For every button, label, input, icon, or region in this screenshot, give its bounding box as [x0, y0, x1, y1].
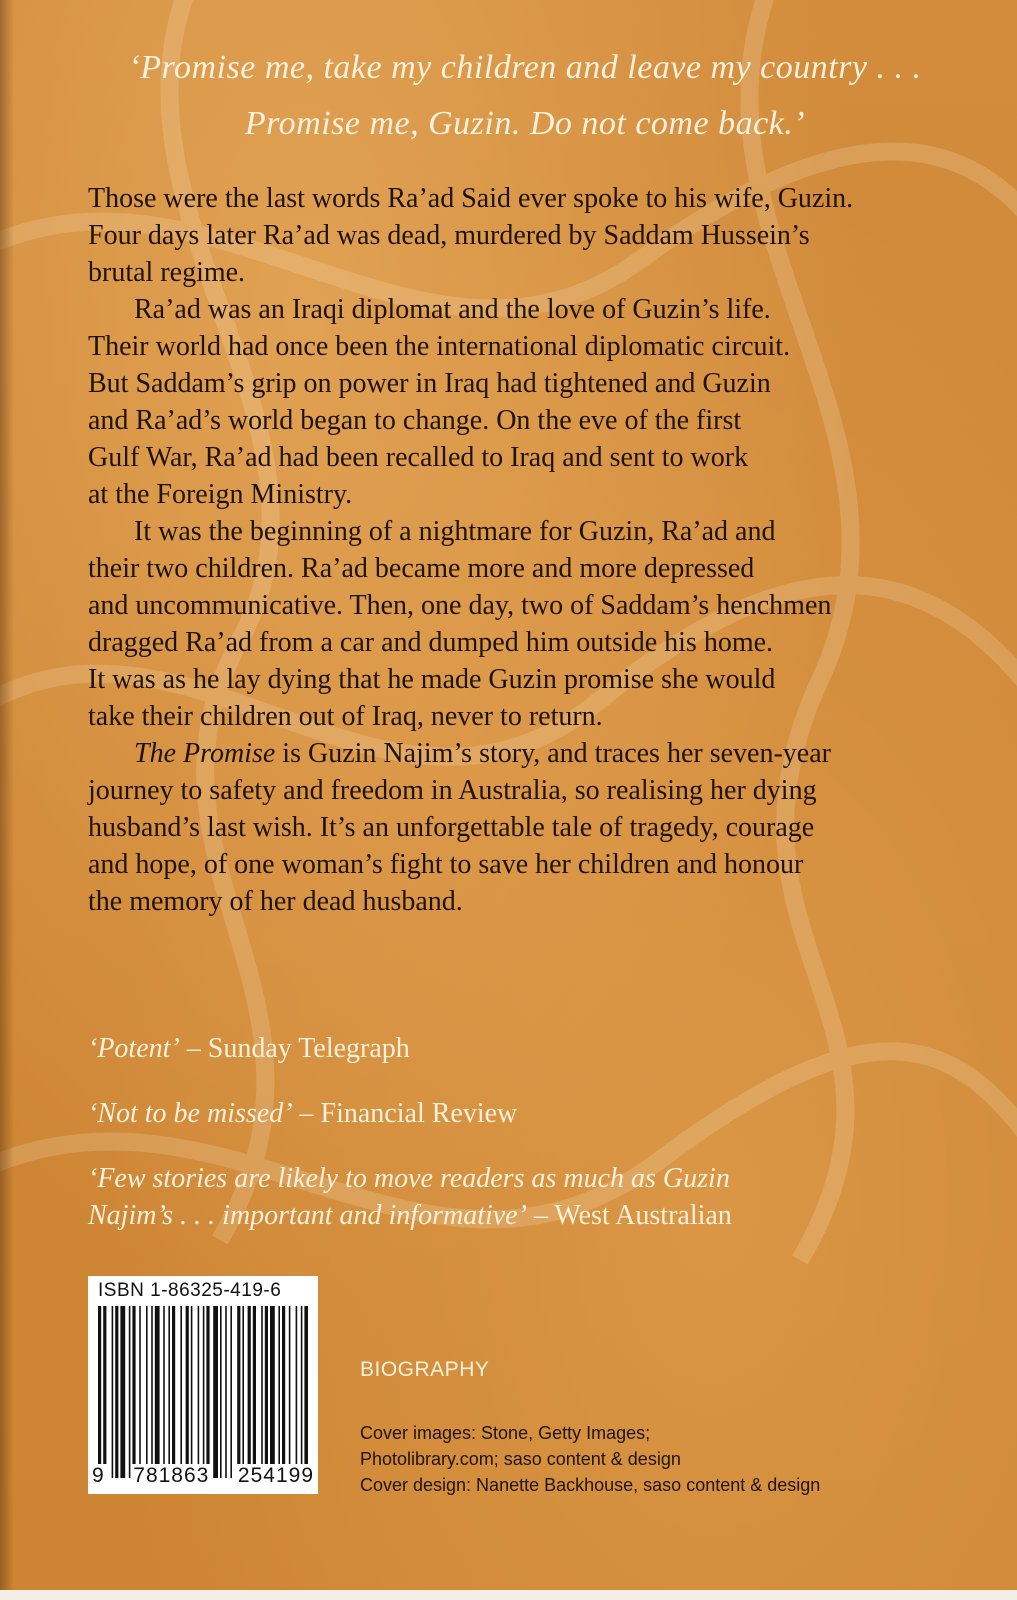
- isbn-number: ISBN 1-86325-419-6: [98, 1280, 282, 1301]
- blurb-line: Those were the last words Ra’ad Said ever spoke to his wife, Guzin.: [88, 183, 854, 214]
- barcode-bar: [261, 1306, 263, 1478]
- barcode-bar: [225, 1306, 227, 1478]
- quote-text: ‘Not to be missed’: [88, 1098, 293, 1129]
- barcode-bar: [120, 1306, 125, 1478]
- quote-source: – Sunday Telegraph: [179, 1033, 410, 1064]
- quote-source: – Financial Review: [292, 1098, 518, 1129]
- barcode-bar: [248, 1306, 251, 1478]
- blurb-line: It was as he lay dying that he made Guzin promise she would: [88, 664, 776, 695]
- blurb-paragraph-1: [88, 180, 988, 291]
- barcode-bar: [146, 1306, 148, 1478]
- credit-line: Photolibrary.com; saso content & design: [360, 1449, 681, 1469]
- page-bottom-edge: [0, 1590, 1017, 1600]
- barcode-bar: [304, 1306, 308, 1478]
- barcode-bar: [112, 1306, 114, 1478]
- barcode-bar: [213, 1306, 218, 1478]
- blurb-line: take their children out of Iraq, never to return.: [88, 701, 603, 732]
- blurb: [88, 180, 988, 920]
- barcode-bar: [237, 1306, 240, 1478]
- barcode-bar: [289, 1306, 291, 1478]
- barcode-bar: [139, 1306, 141, 1478]
- blurb-line: Their world had once been the international diplomatic circuit.: [88, 331, 791, 362]
- blurb-line: and uncommunicative. Then, one day, two of Saddam’s henchmen: [88, 590, 832, 621]
- blurb-line: and hope, of one woman’s fight to save her children and honour: [88, 849, 804, 880]
- barcode-bar: [103, 1306, 106, 1478]
- blurb-line: Gulf War, Ra’ad had been recalled to Iraq and sent to work: [88, 442, 749, 473]
- blurb-line: [88, 735, 988, 772]
- barcode-bar: [186, 1306, 189, 1478]
- barcode-bar: [230, 1306, 232, 1478]
- spine-shadow: [0, 0, 14, 1600]
- blurb-paragraph-4: [88, 735, 988, 920]
- blurb-line: and Ra’ad’s world began to change. On the eve of the first: [88, 405, 742, 436]
- barcode-bar: [129, 1306, 131, 1478]
- blurb-line: the memory of her dead husband.: [88, 886, 463, 917]
- ean-digit-group: 9: [92, 1464, 105, 1487]
- blurb-line-rest: is Guzin Najim’s story, and traces her seven-year: [275, 738, 831, 769]
- barcode-bar: [151, 1306, 153, 1478]
- ean-digit-group: 781863: [133, 1464, 210, 1487]
- quote-text: Najim’s . . . important and informative’: [88, 1200, 527, 1231]
- blurb-line: It was the beginning of a nightmare for Guzin, Ra’ad and: [134, 516, 776, 547]
- barcode-bar: [301, 1306, 303, 1478]
- barcode-bar: [163, 1306, 165, 1478]
- barcode-bars: [98, 1306, 308, 1478]
- blurb-line: But Saddam’s grip on power in Iraq had tightened and Guzin: [88, 368, 771, 399]
- blurb-line: Four days later Ra’ad was dead, murdered by Saddam Hussein’s: [88, 220, 810, 251]
- credit-line: Cover images: Stone, Getty Images;: [360, 1423, 651, 1443]
- barcode-bar: [270, 1306, 275, 1478]
- barcode-bar: [191, 1306, 193, 1478]
- blurb-paragraph-3: [88, 513, 988, 735]
- blurb-line: Ra’ad was an Iraqi diplomat and the love of Guzin’s life.: [134, 294, 771, 325]
- blurb-line: brutal regime.: [88, 257, 246, 288]
- blurb-line: their two children. Ra’ad became more and more depressed: [88, 553, 755, 584]
- ean-digit-group: 254199: [237, 1464, 314, 1487]
- blurb-paragraph-2: [88, 291, 988, 513]
- barcode-bar: [220, 1306, 222, 1478]
- ean-digits: [90, 1464, 316, 1488]
- review-quote: [88, 1095, 517, 1132]
- quote-text: ‘Few stories are likely to move readers as much as Guzin: [88, 1163, 730, 1194]
- review-quote: [88, 1030, 410, 1067]
- barcode-bar: [168, 1306, 170, 1478]
- barcode-bar: [115, 1306, 118, 1478]
- blurb-line: husband’s last wish. It’s an unforgettable tale of tragedy, courage: [88, 812, 815, 843]
- barcode-bar: [155, 1306, 160, 1478]
- quote-text: ‘Potent’: [88, 1033, 180, 1064]
- barcode-bar: [98, 1306, 101, 1478]
- cover-tagline: [60, 40, 990, 152]
- credit-line: Cover design: Nanette Backhouse, saso content & design: [360, 1475, 821, 1495]
- barcode-bar: [296, 1306, 298, 1478]
- barcode-bar: [265, 1306, 268, 1478]
- barcode-bar: [198, 1306, 200, 1478]
- tagline-line-1: ‘Promise me, take my children and leave my country . . .: [128, 49, 922, 86]
- barcode-bar: [278, 1306, 280, 1478]
- review-quote: [88, 1160, 732, 1234]
- tagline-line-2: Promise me, Guzin. Do not come back.’: [244, 105, 806, 142]
- blurb-line: dragged Ra’ad from a car and dumped him outside his home.: [88, 627, 774, 658]
- cover-credits: [360, 1420, 820, 1498]
- isbn-barcode: [88, 1276, 318, 1494]
- barcode-bar: [172, 1306, 175, 1478]
- barcode-bar: [180, 1306, 182, 1478]
- quote-source: – West Australian: [526, 1200, 732, 1231]
- barcode-bar: [132, 1306, 135, 1478]
- barcode-bar: [206, 1306, 209, 1478]
- barcode-bar: [203, 1306, 205, 1478]
- blurb-line: journey to safety and freedom in Australia, so realising her dying: [88, 775, 817, 806]
- barcode-bar: [282, 1306, 285, 1478]
- genre-label: BIOGRAPHY: [360, 1358, 490, 1381]
- barcode-bar: [242, 1306, 244, 1478]
- book-title: The Promise: [134, 738, 276, 769]
- barcode-bar: [253, 1306, 256, 1478]
- blurb-line: at the Foreign Ministry.: [88, 479, 353, 510]
